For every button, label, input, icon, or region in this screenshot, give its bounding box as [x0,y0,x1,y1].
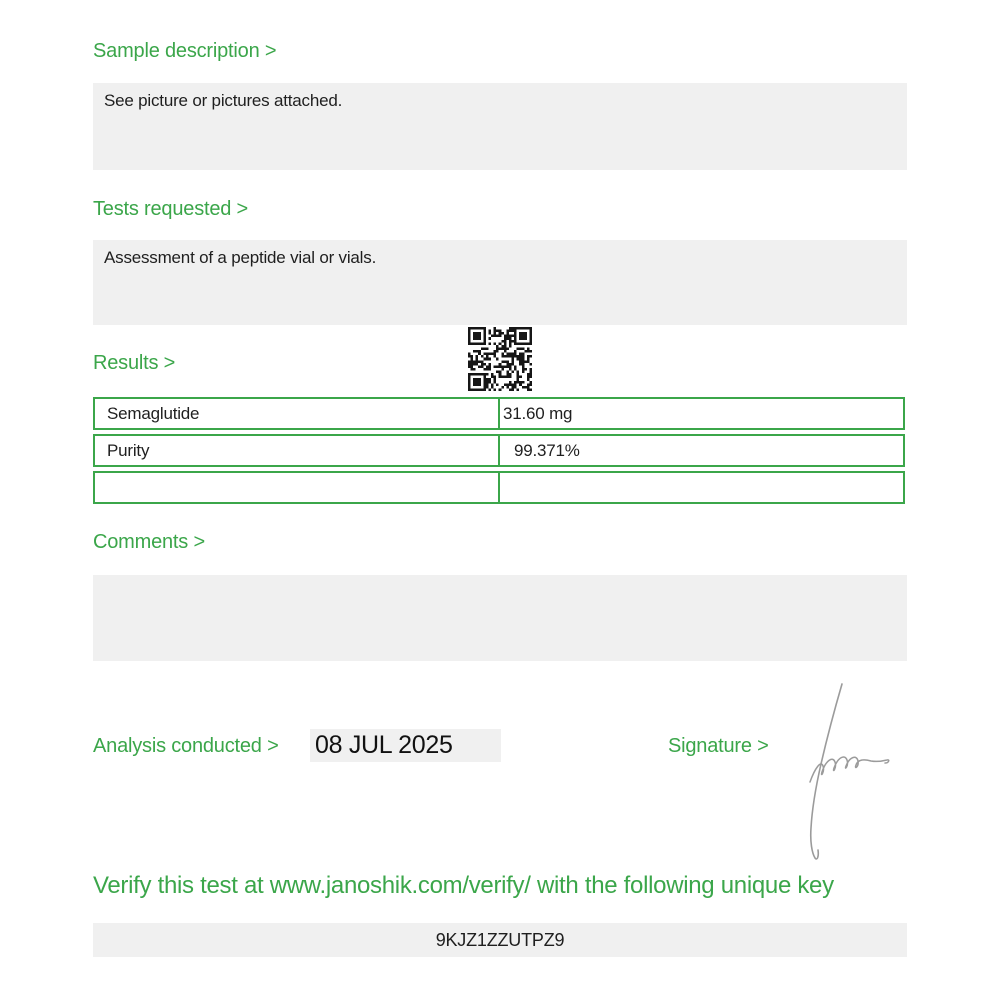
signature-label: Signature > [668,735,769,757]
result-name [95,473,500,502]
comments-heading: Comments > [93,531,205,553]
sample-description-box [93,83,907,170]
analysis-conducted-label: Analysis conducted > [93,735,279,757]
table-row [93,471,905,504]
verify-instruction: Verify this test at www.janoshik.com/verify/ with the following unique key [93,872,834,899]
table-row [93,397,905,430]
tests-requested-heading: Tests requested > [93,198,249,220]
analysis-date: 08 JUL 2025 [310,729,501,762]
sample-description-text: See picture or pictures attached. [104,91,343,110]
results-table [93,397,905,508]
result-value: 31.60 mg [503,404,573,423]
unique-key: 9KJZ1ZZUTPZ9 [93,923,907,957]
result-value [500,473,903,502]
table-row [93,434,905,467]
qr-code-icon [467,327,533,391]
comments-box [93,575,907,661]
result-value: 99.371% [514,441,580,460]
tests-requested-text: Assessment of a peptide vial or vials. [104,248,377,267]
sample-description-heading: Sample description > [93,40,277,62]
result-name: Semaglutide [95,399,500,428]
tests-requested-box [93,240,907,325]
result-name: Purity [95,436,500,465]
signature-icon [788,672,900,864]
results-heading: Results > [93,352,176,374]
